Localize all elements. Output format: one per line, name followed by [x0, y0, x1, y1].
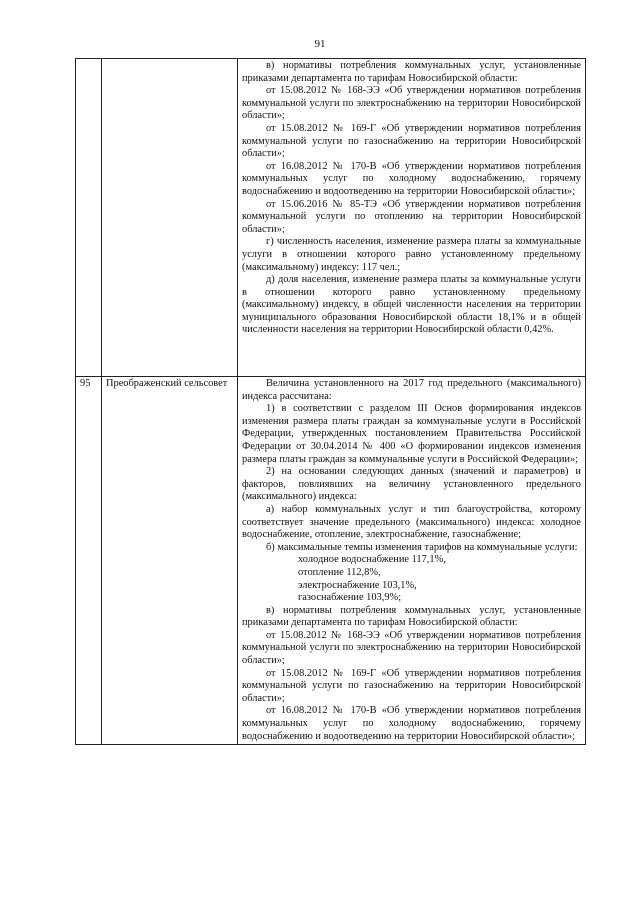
description-paragraph: г) численность населения, изменение размера платы за коммунальные услуги в отношении которого равно установленному предельному (максимальному) индексу: 117 чел.; — [242, 236, 581, 273]
table-row — [76, 59, 586, 377]
description-paragraph: от 16.08.2012 № 170-В «Об утверждении нормативов потребления коммунальных услуг по холодному водоснабжению, горячему водоснабжению и водоотведению на территории Новосибирской области»; — [242, 160, 581, 197]
description-paragraph: от 15.08.2012 № 168-ЭЭ «Об утверждении нормативов потребления коммунальной услуги по электроснабжению на территории Новосибирской области»; — [242, 629, 581, 667]
page-number: 91 — [314, 38, 326, 50]
index-description-cell — [238, 59, 586, 377]
description-paragraph: Величина установленного на 2017 год предельного (максимального) индекса рассчитана: — [242, 378, 581, 402]
table-row — [76, 377, 586, 745]
municipality-name-cell: Преображенский сельсовет — [102, 377, 238, 745]
tariff-line: газоснабжение 103,9%; — [298, 592, 402, 604]
description-paragraph: от 15.08.2012 № 168-ЭЭ «Об утверждении нормативов потребления коммунальной услуги по электроснабжению на территории Новосибирской области»; — [242, 85, 581, 122]
description-paragraph: от 15.08.2012 № 169-Г «Об утверждении нормативов потребления коммунальной услуги по газоснабжению на территории Новосибирской области»; — [242, 122, 581, 160]
description-paragraph: д) доля населения, изменение размера платы за коммунальные услуги в отношении которого равно установленному предельному (максимальному) индексу, в общей численности населения на территории муниципального образования Новосибирской области 18,1% и в общей численности населения на территории Новосибирской области 0,42%. — [242, 274, 581, 336]
tariff-line: холодное водоснабжение 117,1%, — [298, 554, 446, 566]
municipality-name-cell — [102, 59, 238, 377]
description-paragraph: б) максимальные темпы изменения тарифов на коммунальные услуги: — [266, 541, 578, 553]
description-paragraph: 2) на основании следующих данных (значений и параметров) и факторов, повлиявших на величину установленного предельного (максимального) индекса: — [242, 466, 581, 503]
description-paragraph: 1) в соответствии с разделом III Основ формирования индексов изменения размера платы граждан за коммунальные услуги в Российской Федерации, утвержденных постановлением Правительства Российской Федерации от 30.04.2014 № 400 «О формировании индексов изменения размера платы граждан за коммунальные услуги в Российской Федерации»; — [242, 403, 581, 465]
description-paragraph: в) нормативы потребления коммунальных услуг, установленные приказами департамента по тарифам Новосибирской области: — [242, 604, 581, 629]
description-paragraph: в) нормативы потребления коммунальных услуг, установленные приказами департамента по тарифам Новосибирской области: — [242, 60, 581, 84]
description-paragraph: от 16.08.2012 № 170-В «Об утверждении нормативов потребления коммунальных услуг по холодному водоснабжению, горячему водоснабжению и водоотведению на территории Новосибирской области»; — [242, 705, 581, 742]
description-paragraph: от 15.08.2012 № 169-Г «Об утверждении нормативов потребления коммунальной услуги по газоснабжению на территории Новосибирской области»; — [242, 667, 581, 704]
index-description-cell — [238, 377, 586, 745]
description-paragraph: а) набор коммунальных услуг и тип благоустройства, которому соответствует значение предельного (максимального) индекса: холодное водоснабжение, отопление, электроснабжение, газоснабжение; — [242, 503, 581, 541]
tariff-line: отопление 112,8%, — [298, 566, 381, 578]
description-paragraph: от 15.06.2016 № 85-ТЭ «Об утверждении нормативов потребления коммунальной услуги по отоплению на территории Новосибирской области»; — [242, 198, 581, 235]
row-number-cell — [76, 59, 102, 377]
tariff-line: электроснабжение 103,1%, — [298, 579, 417, 591]
municipality-index-table — [75, 58, 586, 745]
row-number-cell: 95 — [76, 377, 102, 745]
table-body — [76, 59, 586, 745]
